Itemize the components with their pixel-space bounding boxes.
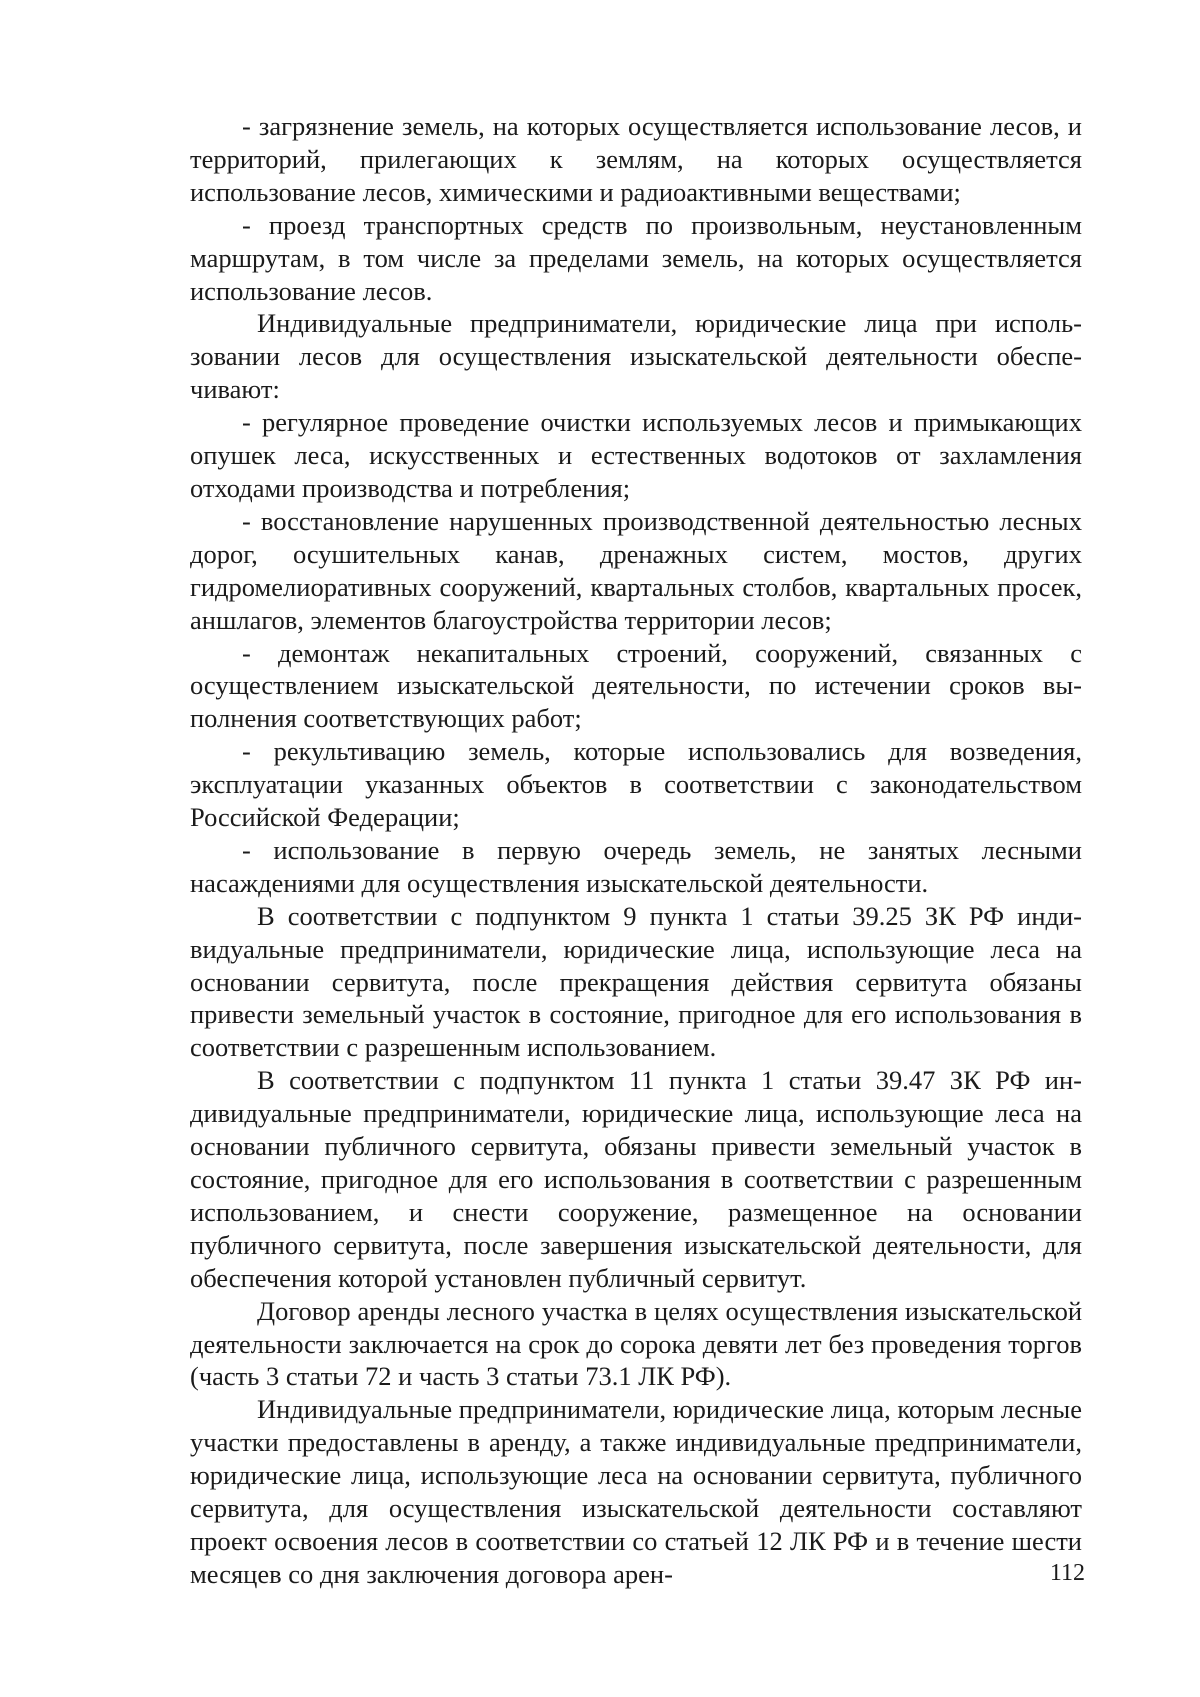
list-item-pollution: - загрязнение земель, на которых осуществляется использование лесов, и территорий, прилегающих к землям, на которых осуществляется использование лесов, химическими и радиоактивными веществами;: [190, 111, 1082, 207]
list-item-restoration: - восстановление нарушенных производственной деятельностью лесных дорог, осушительных канав, дренажных систем, мостов, других гидромелиоративных сооружений, квартальных столбов, квартальных просек, аншлагов, элементов благоустройства территории лесов;: [190, 505, 1082, 635]
document-body: [190, 110, 1082, 1591]
paragraph-servitude: В соответствии с подпунктом 9 пункта 1 статьи 39.25 ЗК РФ индивидуальные предприниматели, юридические лица, использующие леса на основании сервитута, после прекращения действия сервитута обязаны привести земельный участок в состояние, пригодное для его использования в соответствии с разрешенным использованием.: [190, 900, 1082, 1063]
paragraph-obligations-intro: Индивидуальные предприниматели, юридические лица при использовании лесов для осуществления изыскательской деятельности обеспечивают:: [190, 308, 1082, 405]
list-item-vehicle-passage: - проезд транспортных средств по произвольным, неустановленным маршрутам, в том числе за пределами земель, на которых осуществляется использование лесов.: [190, 209, 1082, 306]
paragraph-forest-project: Индивидуальные предприниматели, юридические лица, которым лесные участки предоставлены в аренду, а также индивидуальные предприниматели, юридические лица, использующие леса на основании сервитута, публичного сервитута, для осуществления изыскательской деятельности составляют проект освоения лесов в соответствии со статьей 12 ЛК РФ и в течение шести месяцев со дня заключения договора арен-: [190, 1394, 1082, 1589]
paragraph-public-servitude: В соответствии с подпунктом 11 пункта 1 статьи 39.47 ЗК РФ индивидуальные предприниматели, юридические лица, использующие леса на основании публичного сервитута, обязаны привести земельный участок в состояние, пригодное для его использования в соответствии с разрешенным использованием, и снести сооружение, размещенное на основании публичного сервитута, после завершения изыскательской деятельности, для обеспечения которой установлен публичный сервитут.: [190, 1065, 1082, 1293]
list-item-recultivation: - рекультивацию земель, которые использовались для возведения, эксплуатации указанных объектов в соответствии с законодательством Российской Федерации;: [190, 736, 1082, 833]
list-item-land-use: - использование в первую очередь земель, не занятых лесными насаждениями для осуществления изыскательской деятельности.: [190, 834, 1082, 898]
page-number: 112: [1049, 1560, 1085, 1586]
list-item-cleaning: - регулярное проведение очистки используемых лесов и примыкающих опушек леса, искусственных и естественных водотоков от захламления отходами производства и потребления;: [190, 407, 1082, 503]
list-item-dismantling: - демонтаж некапитальных строений, сооружений, связанных с осуществлением изыскательской деятельности, по истечении сроков выполнения соответствующих работ;: [190, 637, 1082, 734]
paragraph-lease-agreement: Договор аренды лесного участка в целях осуществления изыскательской деятельности заключается на срок до сорока девяти лет без проведения торгов (часть 3 статьи 72 и часть 3 статьи 73.1 ЛК РФ).: [190, 1295, 1082, 1392]
